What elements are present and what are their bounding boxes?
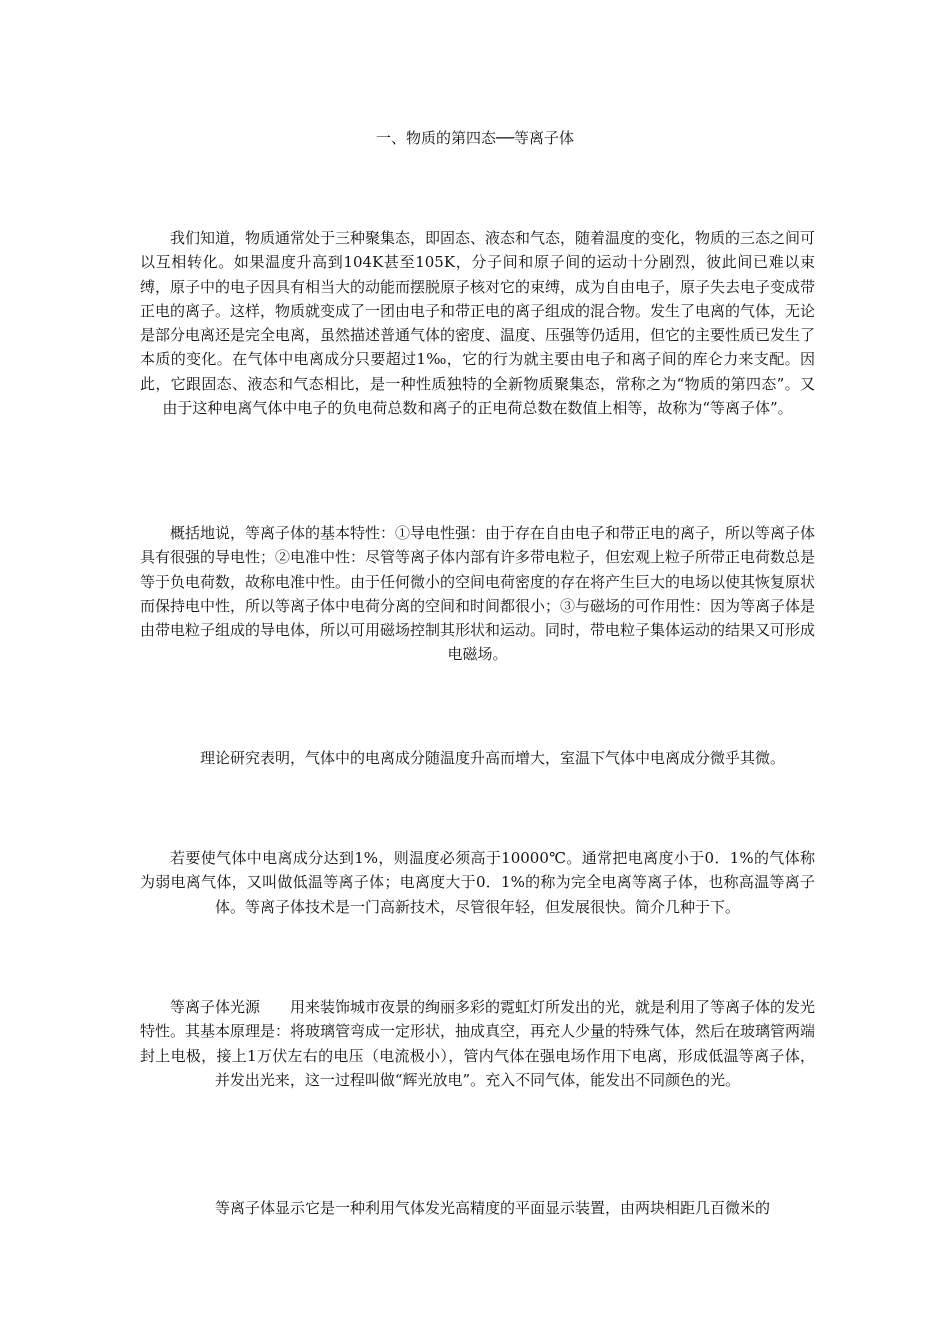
paragraph-plasma-display: 等离子体显示它是一种利用气体发光高精度的平面显示装置，由两块相距几百微米的 bbox=[214, 1199, 770, 1217]
paragraph-plasma-light-source: 等离子体光源 用来装饰城市夜景的绚丽多彩的霓虹灯所发出的光，就是利用了等离子体的发光特性。其基本原理是：将玻璃管弯成一定形状，抽成真空，再充人少量的特殊气体，然后在玻璃管两端封上电极，接上1万伏左右的电压（电流极小），管内气体在强电场作用下电离，形成低温等离子体，并发出光来，这一过程叫做“辉光放电”。充入不同气体，能发出不同颜色的光。 bbox=[140, 998, 816, 1089]
paragraph-ionization-temperature: 理论研究表明，气体中的电离成分随温度升高而增大，室温下气体中电离成分微乎其微。 bbox=[199, 749, 785, 767]
page-title: 一、物质的第四态──等离子体 bbox=[375, 129, 575, 147]
paragraph-plasma-properties: 概括地说，等离子体的基本特性：①导电性强：由于存在自由电子和带正电的离子，所以等离子体具有很强的导电性；②电准中性：尽管等离子体内部有许多带电粒子，但宏观上粒子所带正电荷数总是等于负电荷数，故称电准中性。由于任何微小的空间电荷密度的存在将产生巨大的电场以使其恢复原状而保持电中性，所以等离子体中电荷分离的空间和时间都很小；③与磁场的可作用性：因为等离子体是由带电粒子组成的导电体，所以可用磁场控制其形状和运动。同时，带电粒子集体运动的结果又可形成电磁场。 bbox=[140, 524, 816, 664]
paragraph-states-of-matter: 我们知道，物质通常处于三种聚集态，即固态、液态和气态，随着温度的变化，物质的三态之间可以互相转化。如果温度升高到104K甚至105K，分子间和原子间的运动十分剧烈，彼此间已难以束缚，原子中的电子因具有相当大的动能而摆脱原子核对它的束缚，成为自由电子，原子失去电子变成带正电的离子。这样，物质就变成了一团由电子和带正电的离子组成的混合物。发生了电离的气体，无论是部分电离还是完全电离，虽然描述普通气体的密度、温度、压强等仍适用，但它的主要性质已发生了本质的变化。在气体中电离成分只要超过1‰，它的行为就主要由电子和离子间的库仑力来支配。因此，它跟固态、液态和气态相比，是一种性质独特的全新物质聚集态，常称之为“物质的第四态”。又由于这种电离气体中电子的负电荷总数和离子的正电荷总数在数值上相等，故称为“等离子体”。 bbox=[140, 229, 816, 418]
paragraph-plasma-classification: 若要使气体中电离成分达到1%，则温度必须高于10000℃。通常把电离度小于0．1%的气体称为弱电离气体，又叫做低温等离子体；电离度大于0．1%的称为完全电离等离子体，也称高温等离子体。等离子体技术是一门高新技术，尽管很年轻，但发展很快。简介几种于下。 bbox=[140, 849, 815, 916]
